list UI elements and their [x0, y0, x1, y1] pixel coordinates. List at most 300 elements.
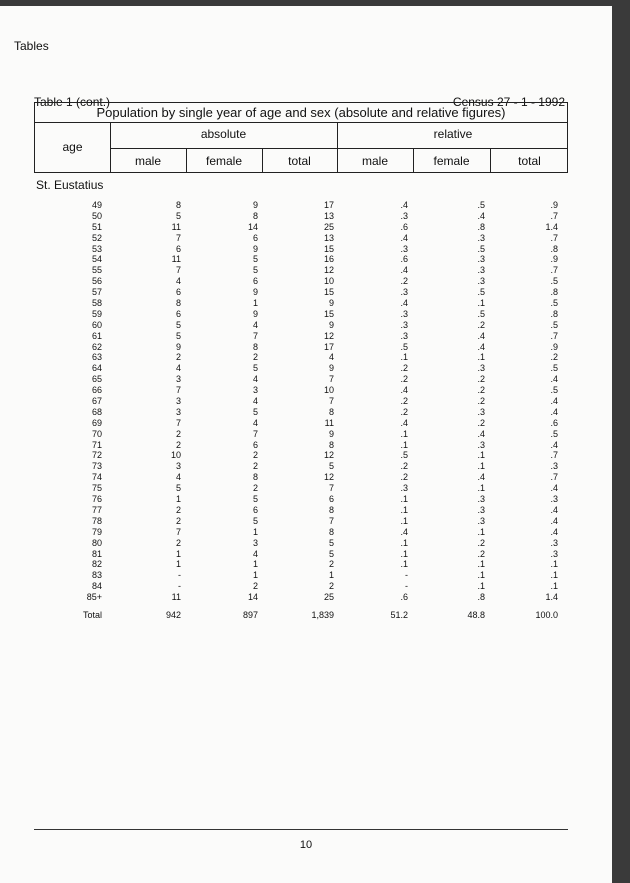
cell-abs-female: 2 [252, 581, 258, 592]
cell-abs-total: 6 [328, 494, 334, 505]
cell-rel-female: .1 [477, 461, 485, 472]
cell-abs-male: 3 [175, 406, 181, 417]
cell-rel-female: .3 [477, 276, 485, 287]
cell-rel-total: .4 [550, 406, 558, 417]
cell-rel-total: .3 [550, 461, 558, 472]
cell-rel-female: .1 [477, 483, 485, 494]
cell-abs-female: 1 [252, 559, 258, 570]
header-abs-female: female [205, 154, 243, 168]
table-row [0, 440, 612, 451]
cell-rel-female: .2 [477, 385, 485, 396]
cell-abs-total: 15 [323, 308, 334, 319]
cell-abs-female: 5 [252, 494, 258, 505]
cell-abs-total: 8 [328, 526, 334, 537]
cell-abs-total: 7 [328, 483, 334, 494]
cell-rel-total: .9 [550, 200, 558, 210]
cell-rel-total: .4 [550, 526, 558, 537]
cell-abs-female: 1 [252, 570, 258, 581]
cell-rel-female: .3 [477, 265, 485, 276]
cell-rel-male: .6 [400, 592, 408, 603]
cell-rel-total: .9 [550, 254, 558, 265]
cell-abs-female: 2 [252, 450, 258, 461]
cell-abs-male: 2 [175, 504, 181, 515]
cell-age: 67 [91, 396, 102, 407]
page-number: 10 [299, 839, 313, 851]
table-title: Population by single year of age and sex (absolute and relative figures) [96, 105, 506, 120]
cell-rel-male: .5 [400, 450, 408, 461]
total-abs-female: 897 [242, 610, 258, 620]
cell-rel-total: 1.4 [545, 221, 558, 232]
table-row [0, 352, 612, 363]
cell-rel-total: .7 [550, 210, 558, 221]
cell-rel-total: .5 [550, 298, 558, 309]
cell-abs-female: 5 [252, 254, 258, 265]
cell-rel-total: .8 [550, 243, 558, 254]
table-row [0, 407, 612, 418]
cell-age: 54 [91, 254, 102, 265]
cell-rel-female: .1 [477, 450, 485, 461]
cell-rel-female: .5 [477, 308, 485, 319]
cell-abs-male: 5 [175, 210, 181, 221]
total-row [0, 610, 612, 622]
cell-rel-male: .1 [400, 548, 408, 559]
cell-abs-male: 8 [175, 200, 181, 210]
cell-abs-male: 8 [175, 298, 181, 309]
table-row [0, 570, 612, 581]
cell-abs-male: 2 [175, 439, 181, 450]
cell-rel-total: .3 [550, 494, 558, 505]
cell-rel-male: .2 [400, 374, 408, 385]
table-row [0, 200, 612, 211]
cell-rel-male: .4 [400, 298, 408, 309]
header-rel-total: total [518, 154, 541, 168]
table-row [0, 461, 612, 472]
total-rel-female: 48.8 [467, 610, 485, 620]
footer-rule [34, 829, 568, 830]
cell-abs-male: 5 [175, 319, 181, 330]
table-row [0, 331, 612, 342]
cell-age: 80 [91, 537, 102, 548]
cell-rel-female: .3 [477, 515, 485, 526]
header-age: age [62, 140, 83, 154]
cell-abs-total: 17 [323, 200, 334, 210]
cell-rel-female: .3 [477, 406, 485, 417]
table-label: Table 1 (cont.) [34, 95, 111, 109]
cell-abs-male: 1 [175, 494, 181, 505]
cell-age: 61 [91, 330, 102, 341]
cell-abs-female: 9 [252, 308, 258, 319]
cell-rel-female: .3 [477, 494, 485, 505]
cell-abs-male: 4 [175, 472, 181, 483]
cell-rel-total: .3 [550, 548, 558, 559]
cell-abs-total: 10 [323, 276, 334, 287]
cell-abs-male: 10 [170, 450, 181, 461]
cell-abs-female: 6 [252, 504, 258, 515]
cell-rel-female: .1 [477, 298, 485, 309]
cell-abs-female: 8 [252, 210, 258, 221]
cell-rel-total: .1 [550, 581, 558, 592]
cell-rel-total: .4 [550, 483, 558, 494]
region-label: St. Eustatius [36, 178, 104, 192]
cell-abs-female: 4 [252, 374, 258, 385]
table-body [0, 200, 612, 603]
cell-abs-female: 3 [252, 385, 258, 396]
cell-age: 81 [91, 548, 102, 559]
cell-rel-total: .1 [550, 570, 558, 581]
cell-age: 71 [91, 439, 102, 450]
cell-abs-female: 6 [252, 232, 258, 243]
cell-abs-female: 4 [252, 417, 258, 428]
cell-rel-total: 1.4 [545, 592, 558, 603]
cell-rel-total: .7 [550, 472, 558, 483]
cell-abs-male: - [178, 581, 181, 592]
cell-rel-male: .3 [400, 330, 408, 341]
table-row [0, 429, 612, 440]
cell-age: 55 [91, 265, 102, 276]
cell-age: 66 [91, 385, 102, 396]
cell-rel-total: .7 [550, 450, 558, 461]
cell-abs-total: 9 [328, 363, 334, 374]
table-row [0, 538, 612, 549]
cell-abs-female: 2 [252, 483, 258, 494]
cell-rel-female: .2 [477, 417, 485, 428]
cell-rel-total: .5 [550, 385, 558, 396]
cell-abs-total: 1 [328, 570, 334, 581]
table-row [0, 505, 612, 516]
cell-age: 79 [91, 526, 102, 537]
total-abs-male: 942 [165, 610, 181, 620]
cell-abs-total: 15 [323, 287, 334, 298]
cell-rel-male: .1 [400, 504, 408, 515]
cell-abs-female: 14 [247, 592, 258, 603]
table-row [0, 276, 612, 287]
cell-abs-male: 2 [175, 428, 181, 439]
cell-rel-female: .1 [477, 526, 485, 537]
cell-age: 82 [91, 559, 102, 570]
table-row [0, 211, 612, 222]
cell-abs-female: 9 [252, 243, 258, 254]
cell-abs-total: 7 [328, 374, 334, 385]
table-row [0, 298, 612, 309]
cell-age: 83 [91, 570, 102, 581]
cell-abs-female: 7 [252, 330, 258, 341]
table-row [0, 483, 612, 494]
cell-rel-female: .2 [477, 396, 485, 407]
cell-abs-male: 2 [175, 537, 181, 548]
cell-abs-total: 12 [323, 265, 334, 276]
cell-abs-total: 7 [328, 396, 334, 407]
cell-age: 53 [91, 243, 102, 254]
cell-age: 70 [91, 428, 102, 439]
cell-rel-female: .2 [477, 374, 485, 385]
cell-abs-male: 7 [175, 526, 181, 537]
cell-rel-total: .2 [550, 352, 558, 363]
cell-abs-female: 6 [252, 439, 258, 450]
table-row [0, 396, 612, 407]
cell-rel-total: .4 [550, 374, 558, 385]
cell-age: 84 [91, 581, 102, 592]
cell-abs-male: 1 [175, 548, 181, 559]
header-rel-male: male [361, 154, 388, 168]
cell-age: 63 [91, 352, 102, 363]
cell-rel-female: .8 [477, 221, 485, 232]
table-row [0, 418, 612, 429]
cell-rel-male: .5 [400, 341, 408, 352]
table-row [0, 472, 612, 483]
cell-rel-female: .2 [477, 548, 485, 559]
header-abs-total: total [288, 154, 311, 168]
cell-abs-female: 2 [252, 352, 258, 363]
cell-abs-male: 6 [175, 308, 181, 319]
cell-age: 62 [91, 341, 102, 352]
cell-abs-total: 11 [324, 417, 334, 428]
table-row [0, 450, 612, 461]
cell-age: 73 [91, 461, 102, 472]
cell-abs-total: 25 [323, 592, 334, 603]
cell-abs-male: 11 [171, 592, 181, 603]
cell-abs-total: 8 [328, 439, 334, 450]
cell-rel-female: .3 [477, 504, 485, 515]
cell-abs-total: 5 [328, 461, 334, 472]
cell-abs-male: 11 [171, 254, 181, 265]
cell-age: 72 [91, 450, 102, 461]
cell-rel-male: .2 [400, 472, 408, 483]
cell-age: 77 [91, 504, 102, 515]
cell-abs-female: 9 [252, 200, 258, 210]
cell-rel-total: .9 [550, 341, 558, 352]
cell-rel-male: .1 [400, 515, 408, 526]
cell-rel-male: .4 [400, 200, 408, 210]
cell-abs-male: 7 [175, 417, 181, 428]
cell-rel-female: .5 [477, 243, 485, 254]
cell-abs-total: 17 [323, 341, 334, 352]
cell-rel-male: .1 [400, 537, 408, 548]
cell-abs-total: 5 [328, 548, 334, 559]
cell-rel-total: .6 [550, 417, 558, 428]
table-row [0, 233, 612, 244]
cell-age: 68 [91, 406, 102, 417]
cell-rel-female: .3 [477, 254, 485, 265]
cell-rel-female: .5 [477, 200, 485, 210]
cell-rel-female: .1 [477, 559, 485, 570]
cell-abs-total: 2 [328, 581, 334, 592]
cell-rel-male: .1 [400, 428, 408, 439]
cell-age: 64 [91, 363, 102, 374]
cell-abs-male: 5 [175, 483, 181, 494]
cell-abs-male: 1 [175, 559, 181, 570]
table-row [0, 309, 612, 320]
cell-rel-total: .4 [550, 515, 558, 526]
cell-age: 59 [91, 308, 102, 319]
cell-rel-male: .4 [400, 417, 408, 428]
cell-abs-total: 10 [323, 385, 334, 396]
cell-abs-total: 12 [323, 472, 334, 483]
cell-age: 75 [91, 483, 102, 494]
cell-abs-total: 12 [323, 450, 334, 461]
table-row [0, 385, 612, 396]
cell-abs-female: 4 [252, 319, 258, 330]
cell-abs-female: 8 [252, 472, 258, 483]
cell-rel-total: .8 [550, 308, 558, 319]
cell-rel-male: .4 [400, 232, 408, 243]
table-row [0, 592, 612, 603]
cell-abs-total: 4 [328, 352, 334, 363]
census-date: Census 27 - 1 - 1992 [452, 95, 565, 109]
total-rel-male: 51.2 [390, 610, 408, 620]
cell-abs-total: 8 [328, 406, 334, 417]
table-header [34, 102, 568, 173]
cell-age: 56 [91, 276, 102, 287]
cell-rel-female: .5 [477, 287, 485, 298]
cell-rel-total: .5 [550, 363, 558, 374]
cell-rel-male: .3 [400, 308, 408, 319]
cell-rel-female: .4 [477, 210, 485, 221]
cell-rel-female: .2 [477, 537, 485, 548]
cell-rel-female: .2 [477, 319, 485, 330]
cell-abs-female: 1 [252, 526, 258, 537]
cell-age: 74 [91, 472, 102, 483]
cell-abs-male: 6 [175, 287, 181, 298]
cell-rel-female: .1 [477, 570, 485, 581]
table-row [0, 374, 612, 385]
cell-rel-male: .4 [400, 265, 408, 276]
cell-age: 76 [91, 494, 102, 505]
cell-rel-total: .1 [550, 559, 558, 570]
cell-rel-total: .4 [550, 439, 558, 450]
table-row [0, 320, 612, 331]
cell-abs-female: 4 [252, 396, 258, 407]
cell-rel-male: .1 [400, 352, 408, 363]
cell-age: 65 [91, 374, 102, 385]
cell-abs-female: 5 [252, 265, 258, 276]
cell-rel-male: .2 [400, 276, 408, 287]
cell-abs-total: 15 [323, 243, 334, 254]
cell-rel-total: .7 [550, 265, 558, 276]
cell-abs-total: 2 [328, 559, 334, 570]
cell-age: 60 [91, 319, 102, 330]
table-row [0, 494, 612, 505]
cell-rel-male: .2 [400, 363, 408, 374]
cell-rel-female: .4 [477, 341, 485, 352]
cell-rel-male: .3 [400, 210, 408, 221]
cell-rel-female: .4 [477, 428, 485, 439]
cell-abs-male: 4 [175, 363, 181, 374]
cell-abs-male: 3 [175, 461, 181, 472]
cell-rel-male: .4 [400, 526, 408, 537]
cell-abs-total: 9 [328, 319, 334, 330]
cell-rel-male: .3 [400, 483, 408, 494]
cell-rel-total: .8 [550, 287, 558, 298]
table-row [0, 244, 612, 255]
total-rel-total: 100.0 [535, 610, 558, 620]
document-page [0, 6, 612, 883]
cell-abs-female: 4 [252, 548, 258, 559]
cell-rel-male: .2 [400, 406, 408, 417]
cell-abs-total: 7 [328, 515, 334, 526]
cell-abs-total: 25 [323, 221, 334, 232]
cell-age: 52 [91, 232, 102, 243]
cell-abs-male: 9 [175, 341, 181, 352]
cell-rel-male: .1 [400, 439, 408, 450]
cell-age: 50 [91, 210, 102, 221]
cell-abs-male: 5 [175, 330, 181, 341]
cell-rel-total: .5 [550, 276, 558, 287]
table-row [0, 222, 612, 233]
cell-abs-female: 1 [252, 298, 258, 309]
cell-abs-female: 3 [252, 537, 258, 548]
cell-rel-male: .4 [400, 385, 408, 396]
cell-abs-total: 13 [323, 210, 334, 221]
table-row [0, 516, 612, 527]
cell-rel-female: .3 [477, 232, 485, 243]
cell-age: 78 [91, 515, 102, 526]
total-abs-total: 1,839 [311, 610, 334, 620]
cell-abs-female: 7 [252, 428, 258, 439]
cell-rel-female: .1 [477, 581, 485, 592]
cell-rel-male: .1 [400, 494, 408, 505]
cell-abs-female: 5 [252, 406, 258, 417]
cell-abs-total: 13 [323, 232, 334, 243]
cell-rel-male: .3 [400, 319, 408, 330]
cell-rel-total: .4 [550, 396, 558, 407]
cell-abs-male: 3 [175, 374, 181, 385]
cell-abs-female: 5 [252, 515, 258, 526]
cell-rel-male: - [405, 581, 408, 592]
cell-age: 85+ [86, 592, 102, 603]
cell-rel-total: .5 [550, 319, 558, 330]
cell-abs-total: 16 [323, 254, 334, 265]
page-header: Tables [14, 39, 49, 53]
table-row [0, 559, 612, 570]
cell-abs-male: 4 [175, 276, 181, 287]
cell-rel-male: .2 [400, 461, 408, 472]
cell-rel-male: .2 [400, 396, 408, 407]
total-label: Total [82, 610, 102, 620]
cell-abs-male: 6 [175, 243, 181, 254]
cell-rel-female: .8 [477, 592, 485, 603]
cell-abs-female: 6 [252, 276, 258, 287]
cell-rel-total: .3 [550, 537, 558, 548]
table-row [0, 549, 612, 560]
header-absolute: absolute [200, 127, 247, 141]
cell-abs-total: 5 [328, 537, 334, 548]
table-row [0, 265, 612, 276]
cell-rel-female: .4 [477, 330, 485, 341]
cell-abs-male: 7 [175, 265, 181, 276]
cell-rel-total: .7 [550, 232, 558, 243]
cell-abs-female: 5 [252, 363, 258, 374]
cell-rel-male: .1 [400, 559, 408, 570]
cell-rel-male: .6 [400, 221, 408, 232]
cell-abs-female: 14 [247, 221, 258, 232]
cell-rel-male: .3 [400, 243, 408, 254]
cell-rel-total: .5 [550, 428, 558, 439]
table-row [0, 342, 612, 353]
cell-rel-male: .3 [400, 287, 408, 298]
cell-abs-female: 8 [252, 341, 258, 352]
table-row [0, 581, 612, 592]
cell-abs-male: 3 [175, 396, 181, 407]
cell-rel-total: .4 [550, 504, 558, 515]
cell-age: 58 [91, 298, 102, 309]
cell-rel-male: .6 [400, 254, 408, 265]
cell-abs-total: 9 [328, 298, 334, 309]
table-row [0, 254, 612, 265]
cell-abs-male: 11 [171, 221, 181, 232]
cell-rel-female: .3 [477, 363, 485, 374]
cell-rel-female: .1 [477, 352, 485, 363]
cell-rel-female: .3 [477, 439, 485, 450]
